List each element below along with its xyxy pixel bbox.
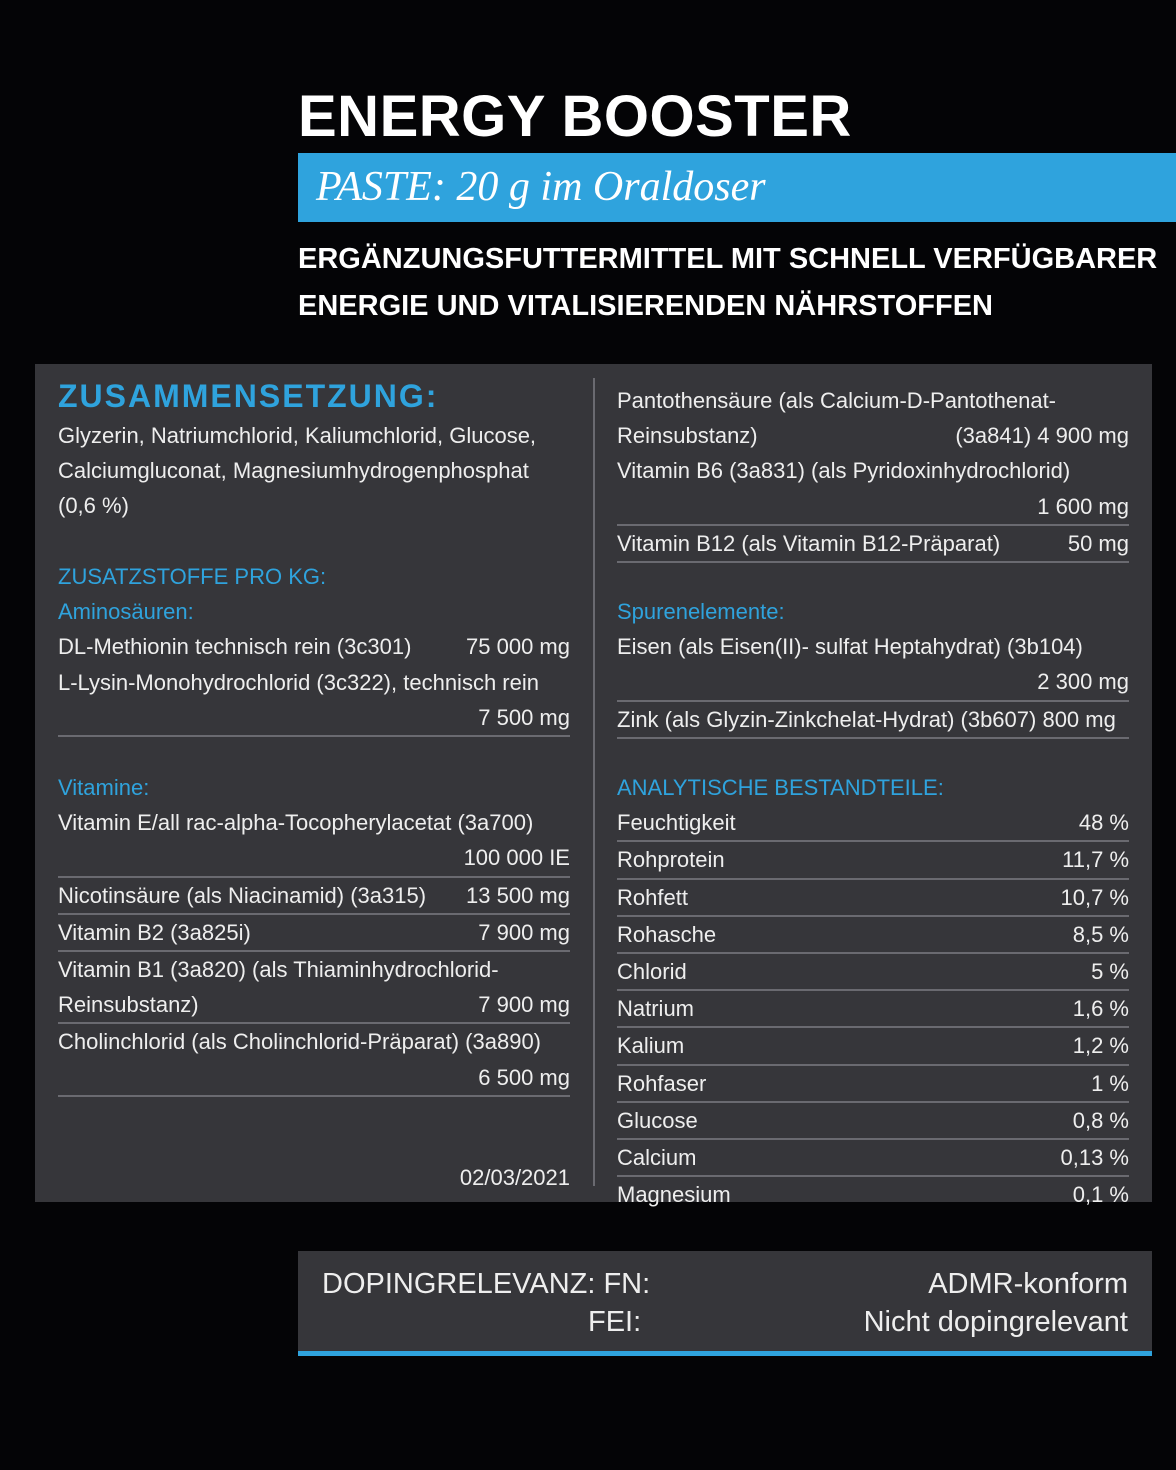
analytics-value: 1 %	[1091, 1070, 1129, 1096]
additive-row	[58, 915, 570, 952]
analytics-row	[617, 954, 1129, 991]
analytics-value: 0,13 %	[1060, 1145, 1129, 1171]
column-divider	[593, 378, 595, 1186]
composition-line: Calciumgluconat, Magnesiumhydrogenphosphat	[58, 458, 529, 484]
analytics-row	[617, 1066, 1129, 1103]
revision-date: 02/03/2021	[459, 1165, 570, 1190]
analytics-name: Rohfett	[617, 884, 688, 910]
product-subtitle: PASTE: 20 g im Oraldoser	[316, 164, 766, 210]
analytics-name: Kalium	[617, 1033, 685, 1059]
trace-heading: Spurenelemente:	[617, 599, 785, 624]
analytics-value: 0,1 %	[1072, 1182, 1129, 1208]
analytics-value: 1,6 %	[1072, 996, 1129, 1022]
analytics-name: Rohfaser	[617, 1070, 707, 1096]
analytics-name: Feuchtigkeit	[617, 810, 736, 836]
doping-box	[298, 1251, 1152, 1356]
additive-name: Reinsubstanz)	[58, 992, 199, 1018]
additive-value: (3a841) 4 900 mg	[955, 423, 1129, 449]
amino-heading: Aminosäuren:	[58, 599, 194, 625]
analytics-value: 1,2 %	[1072, 1033, 1129, 1059]
additive-name: L-Lysin-Monohydrochlorid (3c322), technisch rein	[58, 669, 539, 695]
additive-row	[617, 526, 1129, 563]
additive-value: 50 mg	[1067, 530, 1129, 556]
additive-value: 6 500 mg	[58, 1060, 570, 1097]
doping-fei-value: Nicht dopingrelevant	[863, 1306, 1128, 1338]
analytics-row	[617, 917, 1129, 954]
additive-value: 13 500 mg	[466, 882, 570, 908]
analytics-row	[617, 1103, 1129, 1140]
analytics-value: 0,8 %	[1072, 1107, 1129, 1133]
additive-name: Cholinchlorid (als Cholinchlorid-Präparat) (3a890)	[58, 1029, 542, 1055]
additive-name: Vitamin B2 (3a825i)	[58, 919, 251, 945]
additive-name: Vitamin B1 (3a820) (als Thiaminhydrochlorid-	[58, 957, 499, 983]
composition-heading: ZUSAMMENSETZUNG:	[58, 378, 439, 414]
additive-name: Vitamin B12 (als Vitamin B12-Präparat)	[617, 530, 1001, 556]
vitamins-continued	[617, 383, 1129, 563]
product-tagline	[298, 236, 1158, 330]
product-title: ENERGY BOOSTER	[298, 84, 852, 149]
analytics-name: Rohprotein	[617, 847, 725, 873]
analytics-name: Natrium	[617, 996, 695, 1022]
composition-line: Glyzerin, Natriumchlorid, Kaliumchlorid, Glucose,	[58, 423, 537, 448]
analytics-name: Calcium	[617, 1145, 697, 1171]
analytics-row	[617, 1177, 1129, 1212]
doping-fei-label: FEI:	[588, 1306, 642, 1338]
analytics-row	[617, 1140, 1129, 1177]
additive-row	[58, 629, 570, 664]
additive-name: Reinsubstanz)	[617, 423, 758, 449]
analytics-value: 5 %	[1091, 959, 1129, 985]
additive-name: DL-Methionin technisch rein (3c301)	[58, 634, 412, 660]
left-column	[58, 364, 570, 1202]
analytics-row	[617, 880, 1129, 917]
doping-label: DOPINGRELEVANZ: FN:	[322, 1268, 651, 1300]
additive-name: Vitamin E/all rac-alpha-Tocopherylacetat (3a700)	[58, 810, 534, 836]
analytics-heading: ANALYTISCHE BESTANDTEILE:	[617, 775, 944, 800]
additive-name: Pantothensäure (als Calcium-D-Pantothenat-	[617, 388, 1057, 413]
analytics-row	[617, 1028, 1129, 1065]
vitamins-heading: Vitamine:	[58, 775, 150, 800]
subtitle-banner	[298, 153, 1176, 222]
additive-name: Eisen (als Eisen(II)- sulfat Heptahydrat) (3b104)	[617, 634, 1083, 660]
analytics-name: Rohasche	[617, 921, 717, 947]
additive-value: 2 300 mg	[617, 664, 1129, 701]
analytics-name: Chlorid	[617, 959, 687, 985]
tagline-line: ERGÄNZUNGSFUTTERMITTEL MIT SCHNELL VERFÜGBARER	[298, 243, 1158, 275]
analytics-row	[617, 805, 1129, 842]
right-column	[617, 364, 1129, 1208]
additive-row	[58, 987, 570, 1024]
additive-value: 100 000 IE	[58, 840, 570, 877]
additives-section	[58, 559, 570, 737]
additive-row	[58, 878, 570, 915]
doping-fn-value: ADMR-konform	[928, 1268, 1128, 1300]
ingredients-panel	[35, 364, 1152, 1208]
analytics-row	[617, 842, 1129, 879]
analytics-section	[617, 770, 1129, 1212]
analytics-value: 8,5 %	[1072, 921, 1129, 947]
additive-value: 1 600 mg	[617, 489, 1129, 526]
analytics-name: Glucose	[617, 1107, 698, 1133]
additives-heading: ZUSATZSTOFFE PRO KG:	[58, 564, 327, 589]
additive-value: 75 000 mg	[466, 634, 570, 660]
composition-text	[58, 418, 570, 524]
additive-value: 7 900 mg	[478, 919, 570, 945]
analytics-value: 10,7 %	[1060, 884, 1129, 910]
analytics-name: Magnesium	[617, 1182, 731, 1208]
vitamins-section	[58, 770, 570, 1097]
additive-name: Vitamin B6 (3a831) (als Pyridoxinhydrochlorid)	[617, 458, 1071, 484]
additive-row	[617, 418, 1129, 453]
analytics-value: 11,7 %	[1062, 847, 1129, 873]
tagline-line: ENERGIE UND VITALISIERENDEN NÄHRSTOFFEN	[298, 290, 993, 322]
additive-name: Nicotinsäure (als Niacinamid) (3a315)	[58, 882, 427, 908]
composition-line: (0,6 %)	[58, 493, 129, 519]
additive-value: 7 500 mg	[58, 700, 570, 737]
analytics-row	[617, 991, 1129, 1028]
analytics-value: 48 %	[1078, 810, 1129, 836]
additive-row: Zink (als Glyzin-Zinkchelat-Hydrat) (3b607) 800 mg	[617, 702, 1129, 739]
trace-elements-section	[617, 594, 1129, 739]
additive-value: 7 900 mg	[478, 992, 570, 1018]
